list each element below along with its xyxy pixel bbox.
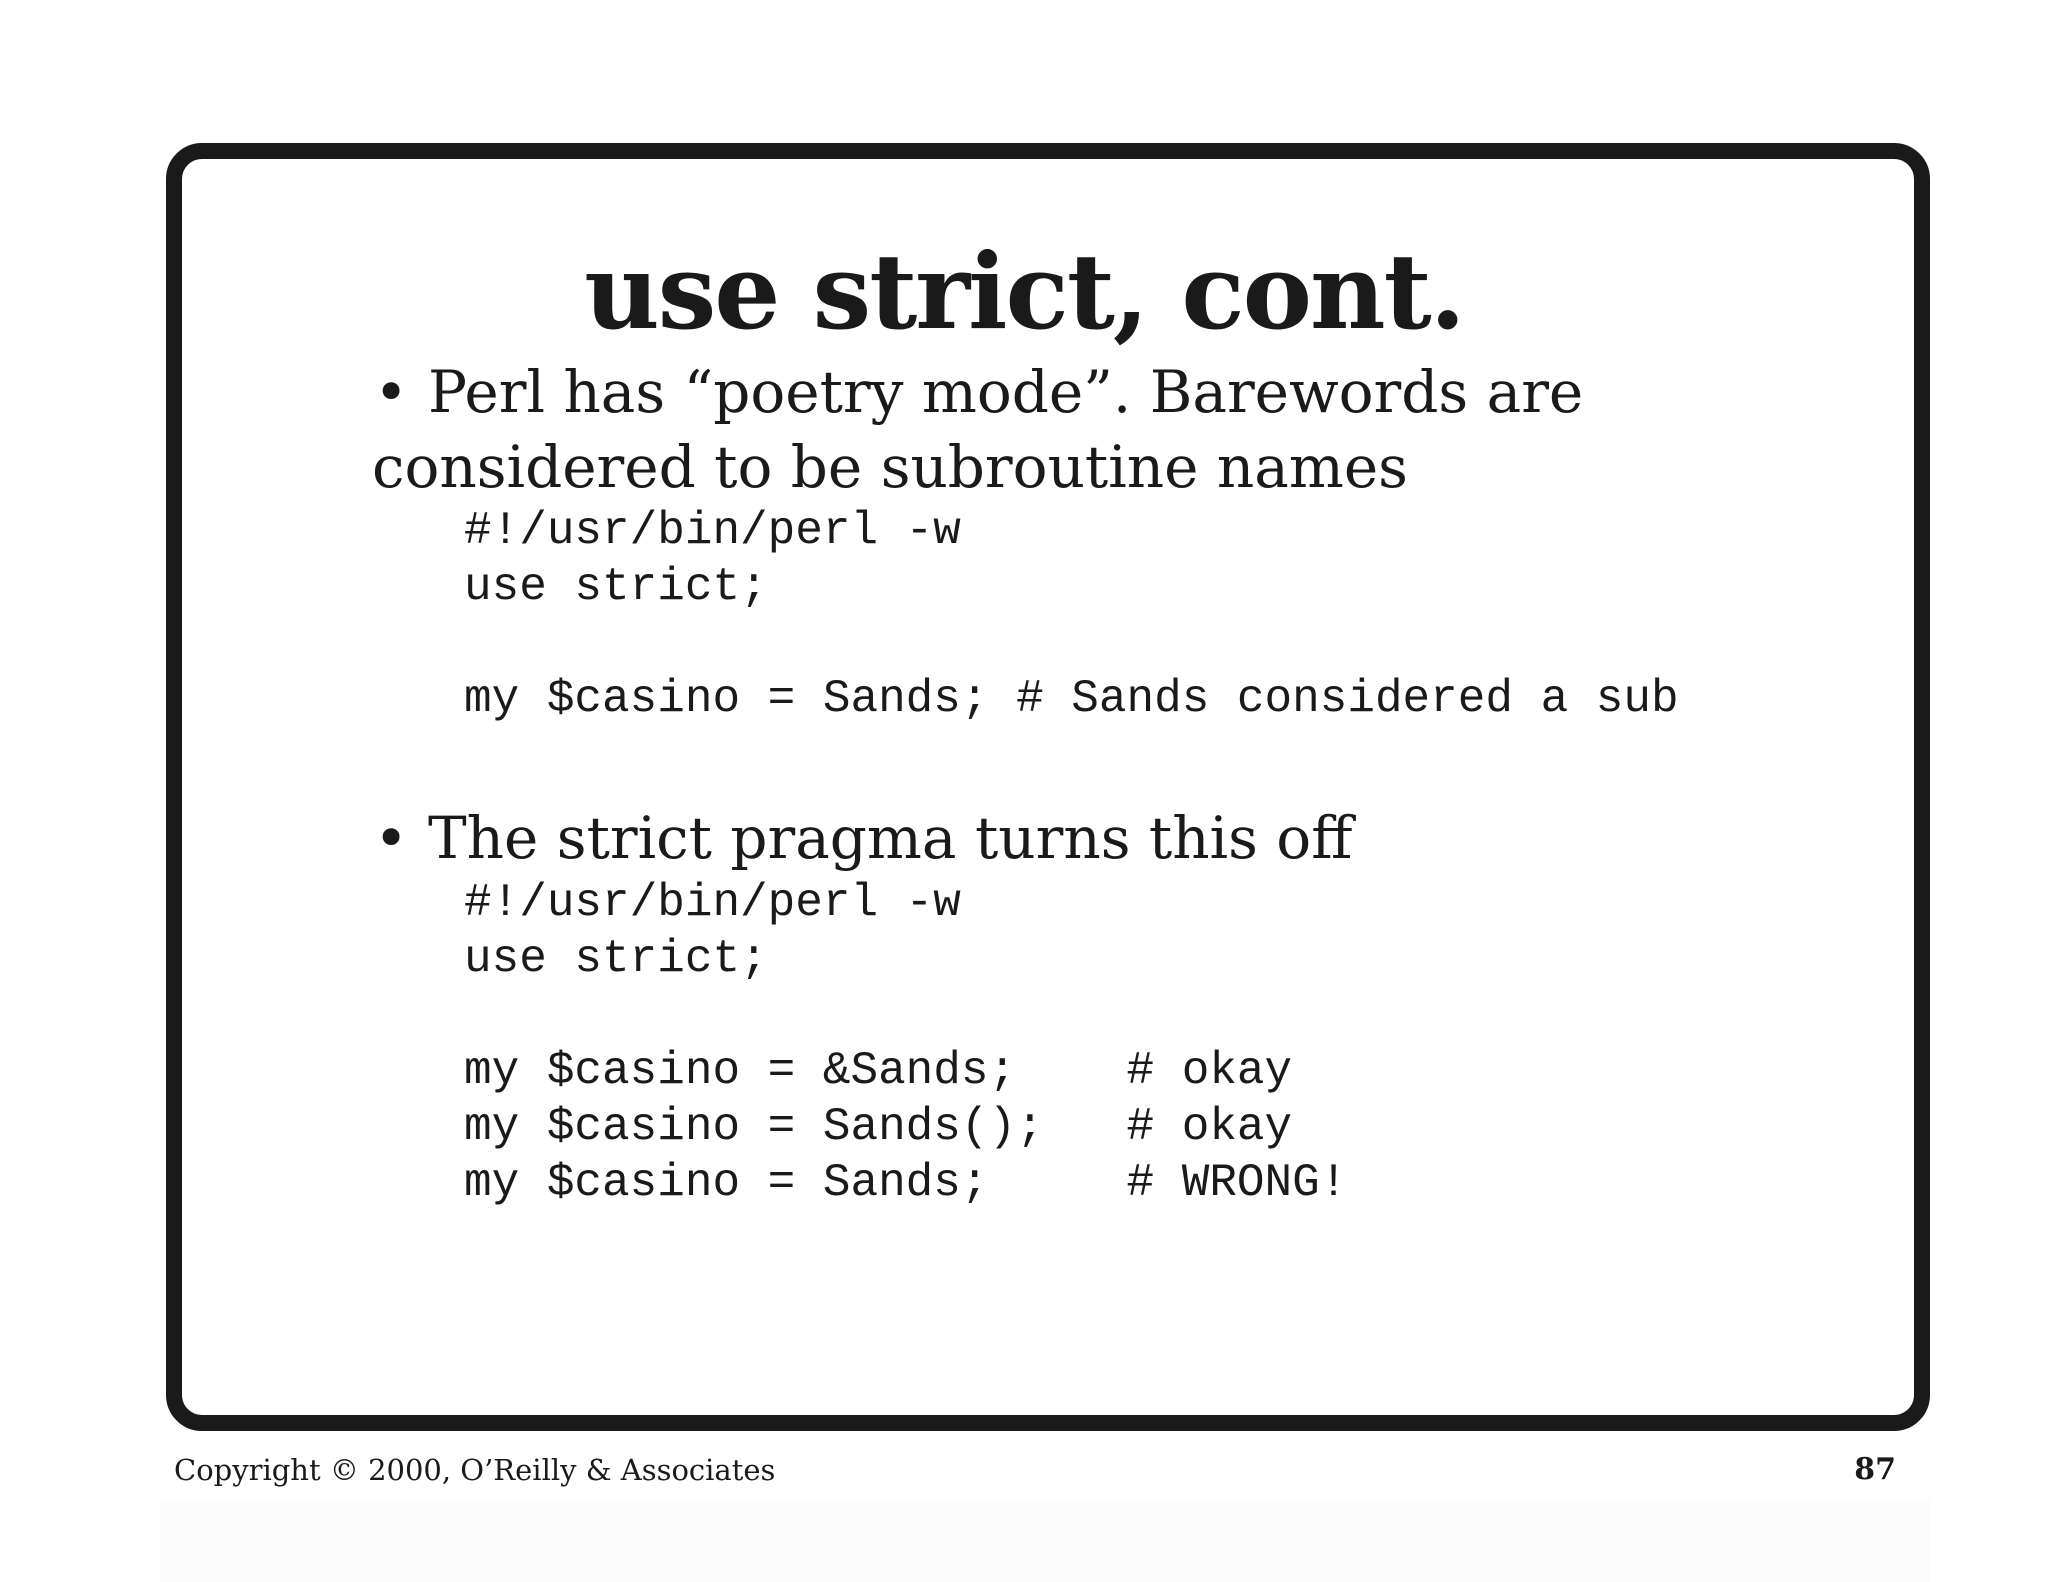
bullet-1-text: Perl has “poetry mode”. Barewords are [428, 358, 1584, 426]
code-line: #!/usr/bin/perl -w [464, 505, 961, 557]
bullet-2-text: The strict pragma turns this off [428, 804, 1353, 872]
code-line: #!/usr/bin/perl -w [464, 877, 961, 929]
code-line: my $casino = Sands(); # okay [464, 1101, 1293, 1153]
code-line: my $casino = Sands; # Sands considered a sub [464, 673, 1679, 725]
bullet-1-line-2: considered to be subroutine names [372, 433, 1408, 501]
code-line: my $casino = Sands; # WRONG! [464, 1157, 1348, 1209]
page-bottom-shade [160, 1500, 1930, 1582]
bullet-icon: • [374, 804, 409, 872]
code-line: use strict; [464, 933, 768, 985]
code-line: my $casino = &Sands; # okay [464, 1045, 1293, 1097]
code-line: use strict; [464, 561, 768, 613]
slide-title: use strict, cont. [584, 230, 1464, 353]
bullet-icon: • [374, 358, 409, 426]
bullet-2-line-1 [374, 801, 1352, 875]
footer-copyright: Copyright © 2000, O’Reilly & Associates [174, 1453, 776, 1487]
bullet-1-line-1 [374, 355, 1583, 429]
page-number: 87 [1854, 1452, 1896, 1487]
